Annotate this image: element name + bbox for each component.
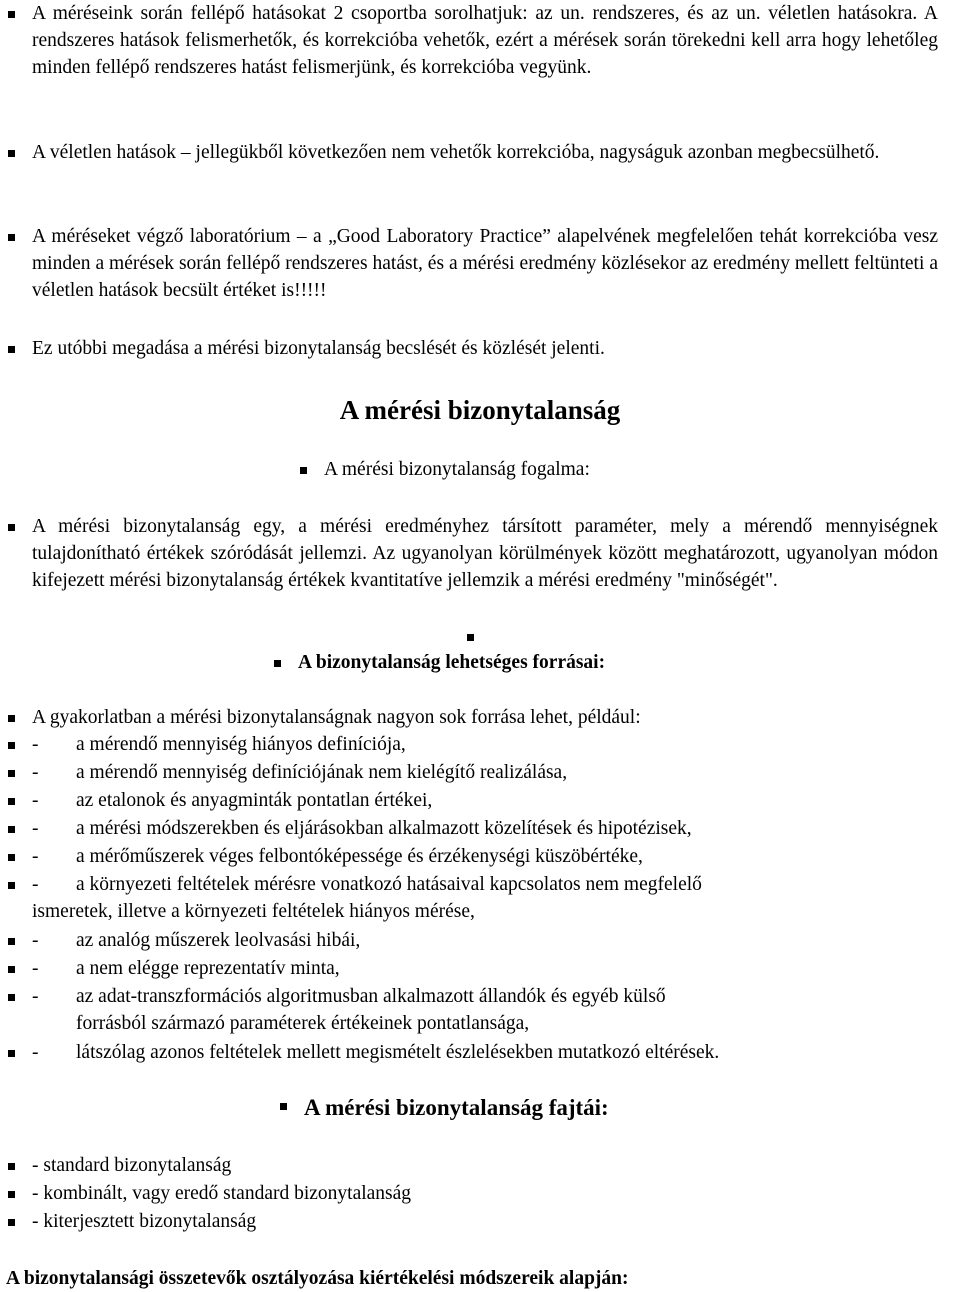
concept-definition: A mérési bizonytalanság egy, a mérési eredményhez társított paraméter, mely a mérendő mennyiségnek tulajdonítható értékek szóródását jellemzi. Az ugyanolyan körülmények között meghatározott, ugyanolyan módon kifejezett mérési bizonytalanság értékek kvantitatíve jellemzik a mérési eredmény "minőségét". — [32, 513, 938, 594]
list-item: - az adat-transzformációs algoritmusban alkalmazott állandók és egyéb külső forrásból származó paraméterek értékeinek pontatlansága, — [32, 983, 938, 1037]
list-item: - az etalonok és anyagminták pontatlan értékei, — [32, 787, 938, 814]
list-item: - a nem elégge reprezentatív minta, — [32, 955, 938, 982]
list-item: - a környezeti feltételek mérésre vonatkozó hatásaival kapcsolatos nem megfelelő ismeretek, illetve a környezeti feltételek hiányos mérése, — [32, 871, 938, 925]
types-item: - kombinált, vagy eredő standard bizonytalanság — [32, 1180, 938, 1207]
list-item: - látszólag azonos feltételek mellett megismételt észlelésekben mutatkozó eltérések. — [32, 1039, 938, 1066]
paragraph-random-effects: A véletlen hatások – jellegükből következően nem vehetők korrekcióba, nagyságuk azonban megbecsülhető. — [32, 139, 938, 166]
paragraph-uncertainty-statement: Ez utóbbi megadása a mérési bizonytalanság becslését és közlését jelenti. — [32, 335, 938, 362]
paragraph-good-laboratory-practice: A méréseket végző laboratórium – a „Good Laboratory Practice” alapelvének megfelelően tehát korrekcióba vesz minden a mérések során fellépő rendszeres hatást, és a mérési eredmény közlésekor az eredmény mellett feltünteti a véletlen hatások becsült értéket is!!!!! — [32, 223, 938, 304]
list-item: - a mérendő mennyiség definíciójának nem kielégítő realizálása, — [32, 759, 938, 786]
types-item: - standard bizonytalanság — [32, 1152, 938, 1179]
list-item: - a mérendő mennyiség hiányos definíciója, — [32, 731, 938, 758]
list-item: - az analóg műszerek leolvasási hibái, — [32, 927, 938, 954]
paragraph-systematic-random-effects: A méréseink során fellépő hatásokat 2 csoportba sorolhatjuk: az un. rendszeres, és az un. véletlen hatásokra. A rendszeres hatások felismerhetők, és korrekcióba vehetők, ezért a mérések során törekedni kell arra hogy lehetőleg minden fellépő rendszeres hatást felismerjünk, és korrekcióba vegyünk. — [32, 0, 938, 81]
list-item: - a mérési módszerekben és eljárásokban alkalmazott közelítések és hipotézisek, — [32, 815, 938, 842]
types-item: - kiterjesztett bizonytalanság — [32, 1208, 938, 1235]
list-item: - a mérőműszerek véges felbontóképessége és érzékenységi küszöbértéke, — [32, 843, 938, 870]
sources-intro: A gyakorlatban a mérési bizonytalanságnak nagyon sok forrása lehet, például: — [32, 704, 938, 731]
bullet-marker — [467, 634, 474, 641]
section-title: A mérési bizonytalanság — [339, 395, 621, 425]
classification-heading: A bizonytalansági összetevők osztályozása kiértékelési módszereik alapján: — [6, 1268, 629, 1289]
sources-heading: A bizonytalanság lehetséges forrásai: — [298, 649, 605, 676]
concept-heading: A mérési bizonytalanság fogalma: — [324, 456, 590, 483]
types-heading: A mérési bizonytalanság fajtái: — [304, 1092, 609, 1124]
